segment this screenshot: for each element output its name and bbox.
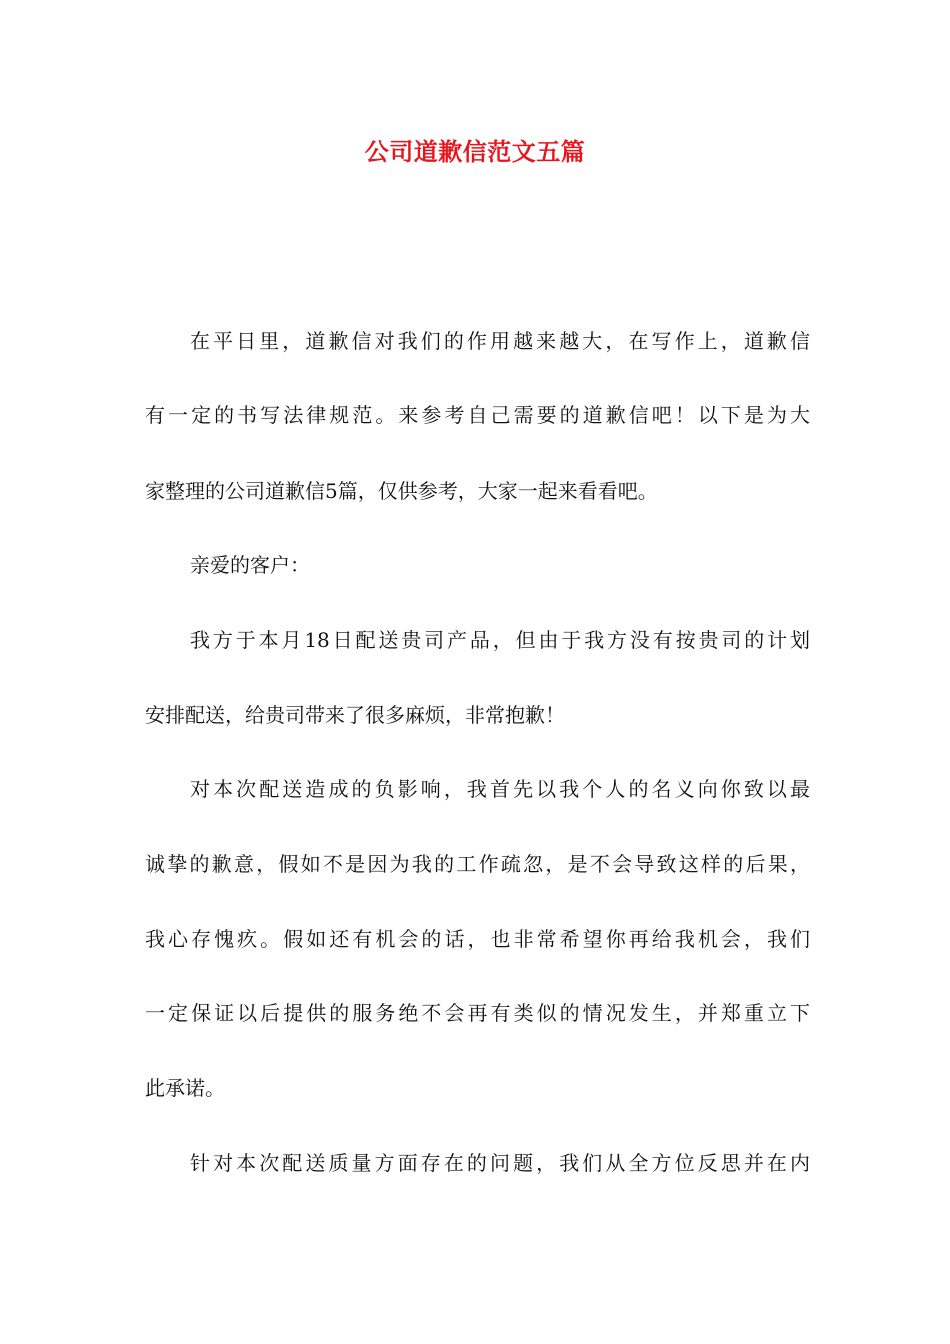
paragraph-line: 有一定的书写法律规范。来参考自己需要的道歉信吧！以下是为大 — [145, 403, 810, 427]
paragraph-line: 家整理的公司道歉信5篇，仅供参考，大家一起来看看吧。 — [145, 479, 658, 503]
paragraph-line: 此承诺。 — [145, 1076, 225, 1100]
paragraph-line: 我心存愧疚。假如还有机会的话，也非常希望你再给我机会，我们 — [145, 927, 810, 951]
paragraph-line: 一定保证以后提供的服务绝不会再有类似的情况发生，并郑重立下 — [145, 1001, 810, 1025]
document-title: 公司道歉信范文五篇 — [364, 137, 586, 166]
salutation: 亲爱的客户： — [190, 553, 310, 577]
paragraph-line: 针对本次配送质量方面存在的问题，我们从全方位反思并在内 — [190, 1151, 810, 1175]
paragraph-line: 在平日里，道歉信对我们的作用越来越大，在写作上，道歉信 — [190, 329, 810, 353]
paragraph-line: 我方于本月18日配送贵司产品，但由于我方没有按贵司的计划 — [190, 628, 810, 652]
paragraph-line: 诚挚的歉意，假如不是因为我的工作疏忽，是不会导致这样的后果， — [145, 852, 810, 876]
paragraph-line: 对本次配送造成的负影响，我首先以我个人的名义向你致以最 — [190, 777, 810, 801]
paragraph-line: 安排配送，给贵司带来了很多麻烦，非常抱歉！ — [145, 703, 565, 727]
